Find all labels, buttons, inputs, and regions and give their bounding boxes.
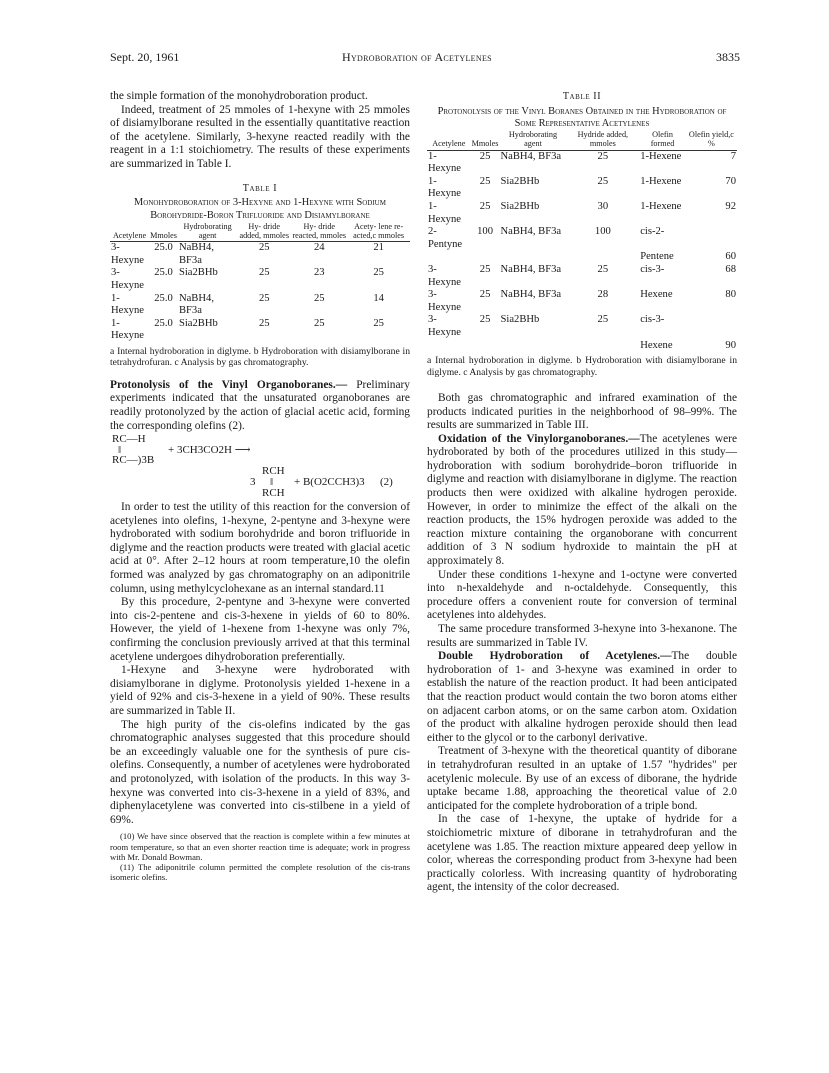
table-cell: 1-Hexene xyxy=(640,175,682,187)
table-cell: cis-3- xyxy=(640,314,665,326)
paragraph: Under these conditions 1-hexyne and 1-octyne were converted into n-hexaldehyde and n-octaldehyde. Consequently, this procedure offers a convenient route for conversion of terminal acetylenes into aldehydes. xyxy=(427,568,737,622)
table-cell: NaBH4, BF3a xyxy=(500,150,562,162)
eq-bond: ‖ xyxy=(270,476,274,489)
table-cell: 25 xyxy=(597,150,609,162)
column-header: Acetylene xyxy=(427,130,471,150)
table-cell: 3-Hexyne xyxy=(428,289,461,313)
section-paragraph xyxy=(427,650,737,745)
section-text: Preliminary experiments indicated that the unsaturated organoboranes are readily protonolyzed by the action of glacial acetic acid, forming the corresponding olefins (2). xyxy=(110,378,410,432)
table-cell: 25 xyxy=(479,150,491,162)
column-header: Hydroborating agent xyxy=(499,130,566,150)
section-paragraph xyxy=(110,379,410,433)
paragraph: Treatment of 3-hexyne with the theoretical quantity of diborane in tetrahydrofuran resulted in an uptake of 1.57 "hydrides" per acetylenic molecule. By use of an excess of diborane, the hydride uptake became 1.88, approaching the theoretical value of 2.0 anticipated for the complete hydroboration of a triple bond. xyxy=(427,745,737,812)
table-cell: cis-2- xyxy=(640,226,665,238)
table-cell: Hexene xyxy=(640,289,673,301)
table-cell xyxy=(567,340,640,353)
paragraph: Both gas chromatographic and infrared examination of the products indicated purities in the neighborhood of 98–99%. The results are summarized in Table III. xyxy=(427,391,737,432)
section-paragraph xyxy=(427,433,737,569)
table-cell: 1-Hexyne xyxy=(428,200,461,225)
table-2 xyxy=(427,90,737,378)
table-1 xyxy=(110,182,410,369)
paragraph: In order to test the utility of this reaction for the conversion of acetylenes into olefins, 1-hexyne, 2-pentyne and 3-hexyne were hydroborated with sodium borohydride and boron trifluoride in diglyme and the reaction products were treated with glacial acetic acid at 0°. After 2–12 hours at room temperature,10 the olefin formed was analyzed by gas chromatography on an adiponitrile column, using methylcyclohexane as an internal standard.11 xyxy=(110,501,410,595)
paragraph: 1-Hexyne and 3-hexyne were hydroborated with disiamylborane in diglyme. Protonolysis yielded 1-hexene in a yield of 92% and cis-3-hexene in a yield of 90%. These results are summarized in Table II. xyxy=(110,664,410,717)
table-cell: 25.0 xyxy=(154,292,173,304)
table-cell: Sia2BHb xyxy=(500,314,540,326)
table-cell: 1-Hexyne xyxy=(111,317,144,342)
table-cell: 25 xyxy=(479,175,491,187)
table-cell: 25 xyxy=(258,292,270,304)
column-header: Acety- lene re- acted,c mmoles xyxy=(347,222,410,242)
table-cell: NaBH4, BF3a xyxy=(500,226,562,238)
table-row xyxy=(110,293,410,318)
table-row xyxy=(427,340,737,353)
data-table xyxy=(110,222,410,343)
table-cell: 25 xyxy=(313,317,325,329)
table-cell: 1-Hexyne xyxy=(428,175,461,200)
section-heading: Protonolysis of the Vinyl Organoboranes.— xyxy=(110,378,348,391)
table-cell: 28 xyxy=(597,289,609,301)
column-header: Acetylene xyxy=(110,222,149,242)
table-label: Table I xyxy=(242,182,278,194)
table-cell: 25 xyxy=(479,200,491,212)
table-cell: 25 xyxy=(597,263,609,275)
table-cell: 25.0 xyxy=(154,317,173,329)
left-column xyxy=(110,90,410,882)
table-cell: NaBH4, BF3a xyxy=(500,289,562,301)
table-cell: 90 xyxy=(725,339,736,351)
table-cell: 60 xyxy=(725,251,736,263)
table-cell: Sia2BHb xyxy=(500,175,540,187)
eq-reagent: + 3CH3CO2H ⟶ xyxy=(168,444,251,457)
table-cell: 25 xyxy=(373,317,384,329)
eq-product: + B(O2CCH3)3 xyxy=(294,476,365,489)
table-cell: 25 xyxy=(597,314,609,326)
column-header: Mmoles xyxy=(471,130,500,150)
table-cell: 25.0 xyxy=(154,242,173,254)
column-header: Mmoles xyxy=(149,222,178,242)
journal-date: Sept. 20, 1961 xyxy=(110,50,180,64)
table-row xyxy=(110,318,410,343)
table-cell: 3-Hexyne xyxy=(111,242,144,266)
table-cell: 3-Hexyne xyxy=(428,314,461,338)
table-cell: 68 xyxy=(725,263,736,275)
table-cell xyxy=(686,314,737,339)
table-cell: 25 xyxy=(479,314,491,326)
table-footnote: a Internal hydroboration in diglyme. b Hydroboration with disiamylborane in diglyme. c Analysis by gas chromatography. xyxy=(427,355,737,378)
table-cell: cis-3- xyxy=(640,263,665,275)
table-row xyxy=(427,201,737,226)
table-cell: 30 xyxy=(597,200,609,212)
table-cell xyxy=(499,340,566,353)
table-cell xyxy=(427,340,471,353)
table-row xyxy=(427,176,737,201)
table-row xyxy=(427,314,737,339)
paragraph: The same procedure transformed 3-hexyne into 3-hexanone. The results are summarized in Table IV. xyxy=(427,623,737,649)
eq-term: RC—)3B xyxy=(112,454,155,467)
table-cell: 92 xyxy=(725,200,736,212)
table-row xyxy=(110,242,410,268)
table-cell: 24 xyxy=(313,242,325,254)
table-cell xyxy=(471,251,500,264)
table-row xyxy=(110,267,410,292)
table-row xyxy=(427,289,737,314)
paragraph: The high purity of the cis-olefins indicated by the gas chromatographic analyses suggested that this procedure should be an exceedingly valuable one for the synthesis of pure cis-olefins. Consequently, a number of acetylenes were hydroborated and protonolyzed, with isolation of the products. In this way 3-hexyne was converted into cis-3-hexene in a yield of 83%, and diphenylacetylene was converted into cis-stilbene in a yield of 69%. xyxy=(110,718,410,826)
table-cell: 3-Hexyne xyxy=(428,263,461,288)
column-header: Hy- dride added, mmoles xyxy=(237,222,291,242)
section-text: The acetylenes were hydroborated by both of the procedures utilized in this study—hydroboration with sodium borohydride–boron trifluoride in diglyme and reaction with disiamylborane in diglyme. The reaction products then were oxidized with alkaline hydrogen peroxide. However, in order to minimize the effect of the alkali on the reaction products, the 15% hydrogen peroxide was added to the reaction mixture containing the organoborane with concurrent addition of 3 N sodium hydroxide to maintain the pH at approximately 8. xyxy=(427,432,737,568)
footnotes xyxy=(110,831,410,882)
column-header: Olefin yield,c % xyxy=(686,130,737,150)
table-cell: 25 xyxy=(258,242,270,254)
table-cell: 25 xyxy=(258,317,270,329)
table-cell: Pentene xyxy=(640,251,674,263)
table-cell: 1-Hexyne xyxy=(428,150,461,175)
table-row xyxy=(427,251,737,264)
section-heading: Oxidation of the Vinylorganoboranes.— xyxy=(438,432,640,445)
column-header: Olefin formed xyxy=(639,130,686,150)
table-cell: 2-Pentyne xyxy=(428,226,463,250)
table-cell: Hexene xyxy=(640,339,673,351)
table-row xyxy=(427,226,737,251)
eq-coefficient: 3 xyxy=(250,476,256,489)
table-cell xyxy=(427,251,471,264)
table-cell xyxy=(499,251,566,264)
table-caption: Protonolysis of the Vinyl Boranes Obtained in the Hydroboration of Some Representative Acetylenes xyxy=(437,105,727,129)
table-cell: 21 xyxy=(373,242,384,254)
table-cell: NaBH4, BF3a xyxy=(178,242,214,266)
eq-term: RC—H xyxy=(112,433,146,446)
eq-term: RCH xyxy=(262,487,285,500)
table-cell: NaBH4, BF3a xyxy=(500,263,562,275)
table-footnote: a Internal hydroboration in diglyme. b Hydroboration with disiamylborane in tetrahydrofuran. c Analysis by gas chromatography. xyxy=(110,345,410,369)
table-header-row xyxy=(427,130,737,150)
column-header: Hy- dride reacted, mmoles xyxy=(291,222,347,242)
table-cell xyxy=(567,251,640,264)
table-cell: 80 xyxy=(725,289,736,301)
table-cell: NaBH4, BF3a xyxy=(178,292,214,317)
table-cell: 25 xyxy=(479,263,491,275)
table-cell xyxy=(686,226,737,251)
column-header: Hydroborating agent xyxy=(178,222,237,242)
table-row xyxy=(427,150,737,176)
table-cell: 100 xyxy=(594,226,611,238)
paragraph: Indeed, treatment of 25 mmoles of 1-hexyne with 25 mmoles of disiamylborane resulted in the essentially quantitative reaction of the acetylene. Similarly, 3-hexyne reacted readily with the reagent in a 1:1 stoichiometry. The results of these experiments are summarized in Table I. xyxy=(110,103,410,170)
table-cell: 25.0 xyxy=(154,267,173,279)
table-cell: 25 xyxy=(479,289,491,301)
table-cell: 23 xyxy=(313,267,325,279)
eq-number: (2) xyxy=(380,476,393,489)
section-heading: Double Hydroboration of Acetylenes.— xyxy=(438,650,672,663)
table-cell: 7 xyxy=(730,150,736,162)
table-cell xyxy=(471,340,500,353)
table-cell: Sia2BHb xyxy=(178,267,218,279)
table-row xyxy=(427,264,737,289)
table-cell: Sia2BHb xyxy=(178,317,218,329)
table-label: Table II xyxy=(562,91,602,102)
table-cell: 70 xyxy=(725,175,736,187)
paragraph: By this procedure, 2-pentyne and 3-hexyne were converted into cis-2-pentene and cis-3-hexene in yields of 60 to 80%. However, the yield of 1-hexene from 1-hexyne was only 7%, confirming the conclusion previously arrived at that this terminal acetylene undergoes dihydroboration preferentially. xyxy=(110,596,410,663)
equation-2 xyxy=(110,433,410,500)
table-cell: 14 xyxy=(373,292,384,304)
paragraph: In the case of 1-hexyne, the uptake of hydride for a stoichiometric mixture of diborane in tetrahydrofuran and the acetylene was 1.85. The reaction mixture appeared deep yellow in color, whereas the corresponding product from 3-hexyne had been practically colorless. With increasing quantity of hydroborating agent, the intensity of the color decreased. xyxy=(427,813,737,894)
table-cell: 25 xyxy=(313,292,325,304)
table-header-row xyxy=(110,222,410,242)
table-cell: 3-Hexyne xyxy=(111,267,144,291)
footnote-10: (10) We have since observed that the reaction is complete within a few minutes at room temperature, so that an even shorter reaction time is adequate; work in progress with Mr. Donald Bowman. xyxy=(110,831,410,862)
table-cell: 1-Hexene xyxy=(640,150,682,162)
table-cell: 100 xyxy=(477,226,493,238)
right-column xyxy=(427,90,737,895)
page-header xyxy=(110,50,740,66)
data-table xyxy=(427,130,737,352)
eq-bond: ‖ xyxy=(118,444,122,457)
paragraph: the simple formation of the monohydroboration product. xyxy=(110,90,368,102)
section-text: The double hydroboration of 1- and 3-hexyne was examined in order to establish the nature of the reaction product. It had been anticipated that the reaction product would contain the two boron atoms either on adjacent carbon atoms, or on the same carbon atom. Oxidation of the product with alkaline hydrogen peroxide should then lead either to the glycol or to the carbonyl derivative. xyxy=(427,650,738,744)
table-cell: 1-Hexyne xyxy=(111,292,144,317)
table-cell: 25 xyxy=(258,267,270,279)
table-cell: 1-Hexene xyxy=(640,200,682,212)
running-title: Hydroboration of Acetylenes xyxy=(342,50,492,64)
table-cell: 25 xyxy=(373,267,384,279)
page-number: 3835 xyxy=(716,50,740,64)
table-caption: Monohydroboration of 3-Hexyne and 1-Hexyne with Sodium Borohydride-Boron Trifluoride and Disiamylborane xyxy=(134,197,386,221)
column-header: Hydride added, mmoles xyxy=(567,130,640,150)
table-cell: 25 xyxy=(597,175,609,187)
footnote-11: (11) The adiponitrile column permitted the complete resolution of the cis-trans isomeric olefins. xyxy=(110,861,410,883)
table-cell: Sia2BHb xyxy=(500,200,540,212)
eq-term: RCH xyxy=(262,465,285,478)
